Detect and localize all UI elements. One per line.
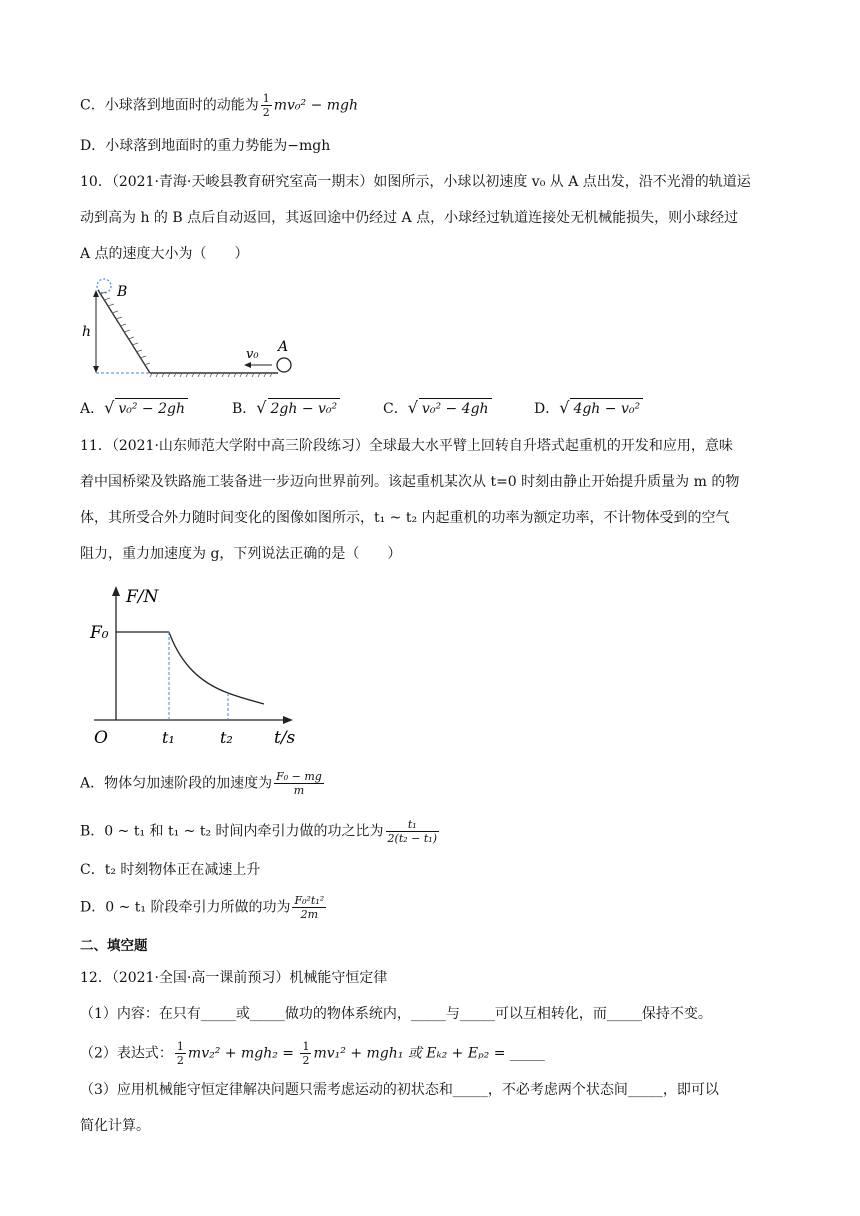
- q10-option-d: D．√ 4gh − v₀²: [534, 398, 643, 419]
- q10-stem-line-1: 10．（2021·青海·天峻县教育研究室高一期末）如图所示，小球以初速度 v₀ 从 A 点出发，沿不光滑的轨道运: [80, 174, 751, 190]
- label-a: A: [278, 339, 289, 355]
- incline-track: [98, 290, 150, 373]
- label-v0: v₀: [246, 347, 259, 362]
- q10-option-b: B．√ 2gh − v₀²: [232, 398, 340, 419]
- y-axis-label: F/N: [126, 587, 159, 607]
- x-axis-arrow: [283, 716, 293, 724]
- origin-label: O: [94, 728, 108, 748]
- q9-option-d: D．小球落到地面时的重力势能为−mgh: [80, 138, 331, 154]
- velocity-arrow-head: [244, 362, 251, 368]
- q11-option-a-fraction: $\frac{\text{F₀ − mg}}{m}$: [276, 770, 322, 797]
- decaying-force-curve: [169, 632, 264, 704]
- y-axis-arrow: [112, 586, 120, 596]
- q11-option-b-fraction: $\frac{\text{t₁}}{\text{2(t₂ − t₁)}}$: [387, 818, 437, 845]
- q12-part-2: （2）表达式： $\frac{1}{2}$ mv₂² + mgh₂ = $\frac{1}{2}$ mv₁² + mgh₁ 或 Eₖ₂ + Eₚ₂ = _____: [80, 1040, 545, 1067]
- q10-option-c: C．√ v₀² − 4gh: [383, 398, 492, 419]
- incline-hatch: [100, 292, 150, 365]
- q11-option-c: C．t₂ 时刻物体正在减速上升: [80, 862, 261, 878]
- q12-part-1: （1）内容：在只有_____或_____做功的物体系统内，_____与_____可以互相转化，而_____保持不变。: [80, 1006, 712, 1022]
- t2-label: t₂: [220, 728, 233, 747]
- q11-stem-line-1: 11．（2021·山东师范大学附中高三阶段练习）全球最大水平臂上回转自升塔式起重机的开发和应用，意味: [80, 438, 733, 454]
- q11-option-d: D．0 ~ t₁ 阶段牵引力所做的功为 $\frac{\text{F₀²t₁²}}{2m}$: [80, 894, 325, 921]
- q9-option-c: C．小球落到地面时的动能为 $\frac{1}{2}$ mv₀² − mgh: [80, 92, 359, 119]
- q11-stem-line-4: 阻力，重力加速度为 g，下列说法正确的是（ ）: [80, 546, 402, 562]
- q11-option-a: A．物体匀加速阶段的加速度为 $\frac{\text{F₀ − mg}}{m}$: [80, 770, 322, 797]
- q11-option-b: B．0 ~ t₁ 和 t₁ ~ t₂ 时间内牵引力做的功之比为 $\frac{\text{t₁}}{\text{2(t₂ − t₁)}}$: [80, 818, 437, 845]
- q12-half-fraction-1: $\frac{1}{2}$: [176, 1040, 184, 1067]
- x-axis-label: t/s: [274, 728, 296, 748]
- q11-option-d-fraction: $\frac{\text{F₀²t₁²}}{2m}$: [294, 894, 325, 921]
- q10-stem-line-2: 动到高为 h 的 B 点后自动返回，其返回途中仍经过 A 点，小球经过轨道连接处无机械能损失，则小球经过: [80, 210, 739, 226]
- label-b: B: [117, 284, 128, 300]
- q10-stem-line-3: A 点的速度大小为（ ）: [80, 246, 249, 262]
- q12-part-3-line-1: （3）应用机械能守恒定律解决问题只需考虑运动的初状态和_____，不必考虑两个状态间_____，即可以: [80, 1082, 719, 1098]
- q12-half-fraction-2: $\frac{1}{2}$: [302, 1040, 310, 1067]
- f0-label: F₀: [90, 623, 109, 643]
- t1-label: t₁: [162, 728, 175, 747]
- height-arrow-bottom-head: [93, 366, 99, 373]
- q9-option-c-fraction: $\frac{1}{2}$: [262, 92, 270, 119]
- q10-track-figure: [80, 276, 310, 384]
- q10-option-a: A．√ v₀² − 2gh: [80, 398, 188, 419]
- q11-stem-line-2: 着中国桥梁及铁路施工装备进一步迈向世界前列。该起重机某次从 t=0 时刻由静止开始提升质量为 m 的物: [80, 474, 740, 490]
- q11-stem-line-3: 体，其所受合外力随时间变化的图像如图所示，t₁ ~ t₂ 内起重机的功率为额定功率，不计物体受到的空气: [80, 510, 730, 526]
- ball-at-a: [277, 358, 291, 372]
- q12-stem: 12．（2021·全国·高一课前预习）机械能守恒定律: [80, 970, 388, 986]
- q11-force-time-graph: [86, 580, 306, 750]
- q12-part-3-line-2: 简化计算。: [80, 1118, 150, 1134]
- section-title-fill-blank: 二、填空题: [80, 938, 148, 954]
- label-h: h: [82, 324, 92, 340]
